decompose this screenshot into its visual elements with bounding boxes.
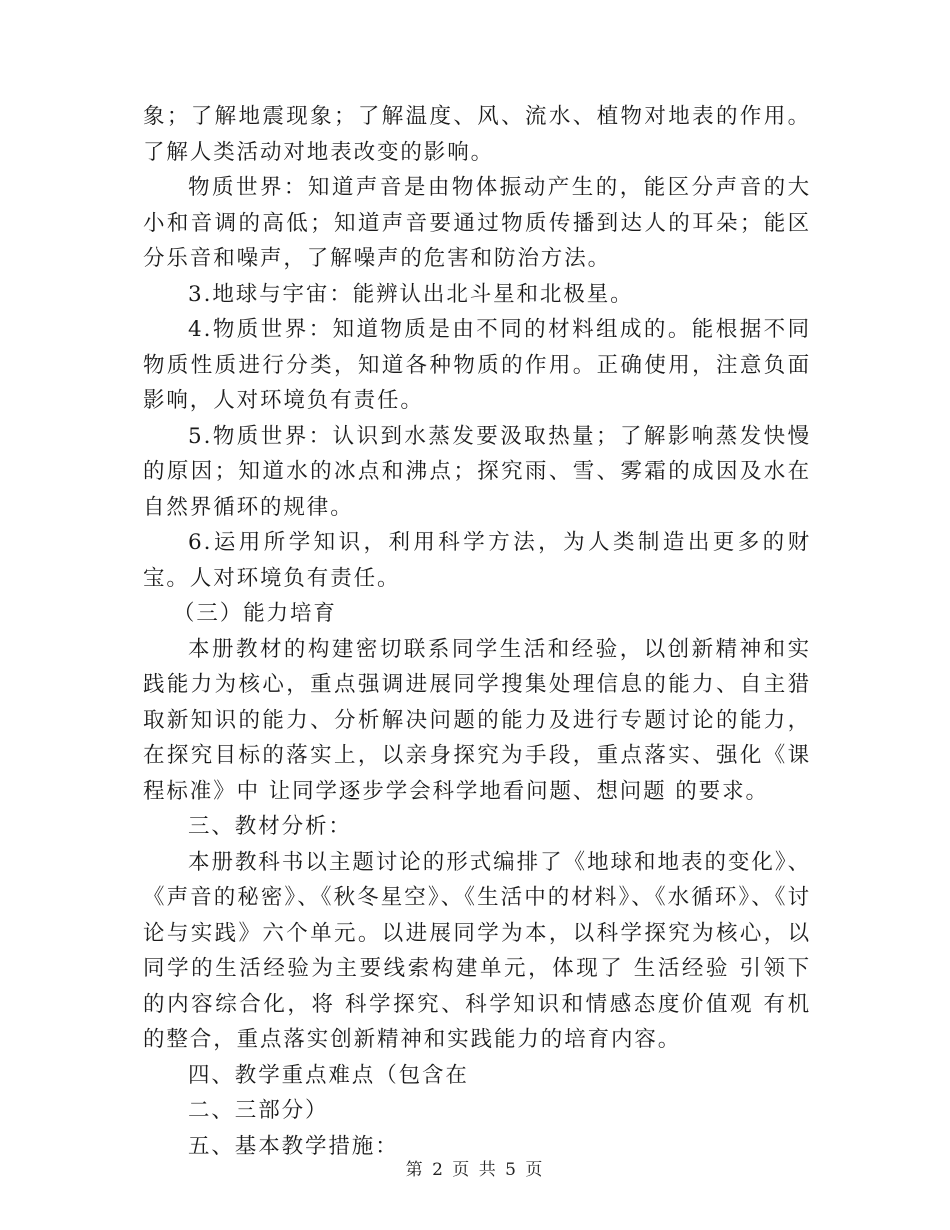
paragraph-item-5: 5.物质世界：认识到水蒸发要汲取热量；了解影响蒸发快慢的原因；知道水的冰点和沸点；探究雨、雪、雾霜的成因及水在自然界循环的规律。	[143, 423, 811, 520]
paragraph-ability: 本册教材的构建密切联系同学生活和经验，以创新精神和实践能力为核心，重点强调进展同学搜集处理信息的能力、自主猎取新知识的能力、分析解决问题的能力及进行专题讨论的能力，在探究目标的落实上，以亲身探究为手段，重点落实、强化《课程标准》中 让同学逐步学会科学地看问题、想问题 的要求。	[143, 636, 811, 804]
section-heading-analysis: 三、教材分析：	[188, 814, 352, 839]
paragraph-analysis: 本册教科书以主题讨论的形式编排了《地球和地表的变化》、《声音的秘密》、《秋冬星空》、《生活中的材料》、《水循环》、《讨论与实践》六个单元。以进展同学为本，以科学探究为核心，以同学的生活经验为主要线索构建单元，体现了 生活经验 引领下的内容综合化，将 科学探究、科学知识和情感态度价值观 有机的整合，重点落实创新精神和实践能力的培育内容。	[143, 849, 811, 1052]
section-heading-ability: （三）能力培育	[173, 601, 337, 626]
section-heading-key-points: 四、教学重点难点（包含在	[188, 1062, 469, 1088]
paragraph-continuation: 象；了解地震现象；了解温度、风、流水、植物对地表的作用。了解人类活动对地表改变的影响。	[143, 104, 811, 165]
paragraph-item-3: 3.地球与宇宙：能辨认出北斗星和北极星。	[188, 281, 634, 307]
paragraph-item-4: 4.物质世界：知道物质是由不同的材料组成的。能根据不同物质性质进行分类，知道各种物质的作用。正确使用，注意负面影响，人对环境负有责任。	[143, 317, 811, 413]
page-number-footer: 第 2 页 共 5 页	[405, 1160, 545, 1180]
document-body	[143, 99, 811, 1164]
paragraph-sound: 物质世界：知道声音是由物体振动产生的，能区分声音的大小和音调的高低；知道声音要通过物质传播到达人的耳朵；能区分乐音和噪声，了解噪声的危害和防治方法。	[143, 175, 811, 271]
section-heading-parts: 二、三部分）	[188, 1098, 329, 1123]
paragraph-item-6: 6.运用所学知识，利用科学方法，为人类制造出更多的财宝。人对环境负有责任。	[143, 530, 811, 591]
section-heading-measures: 五、基本教学措施：	[188, 1133, 399, 1159]
